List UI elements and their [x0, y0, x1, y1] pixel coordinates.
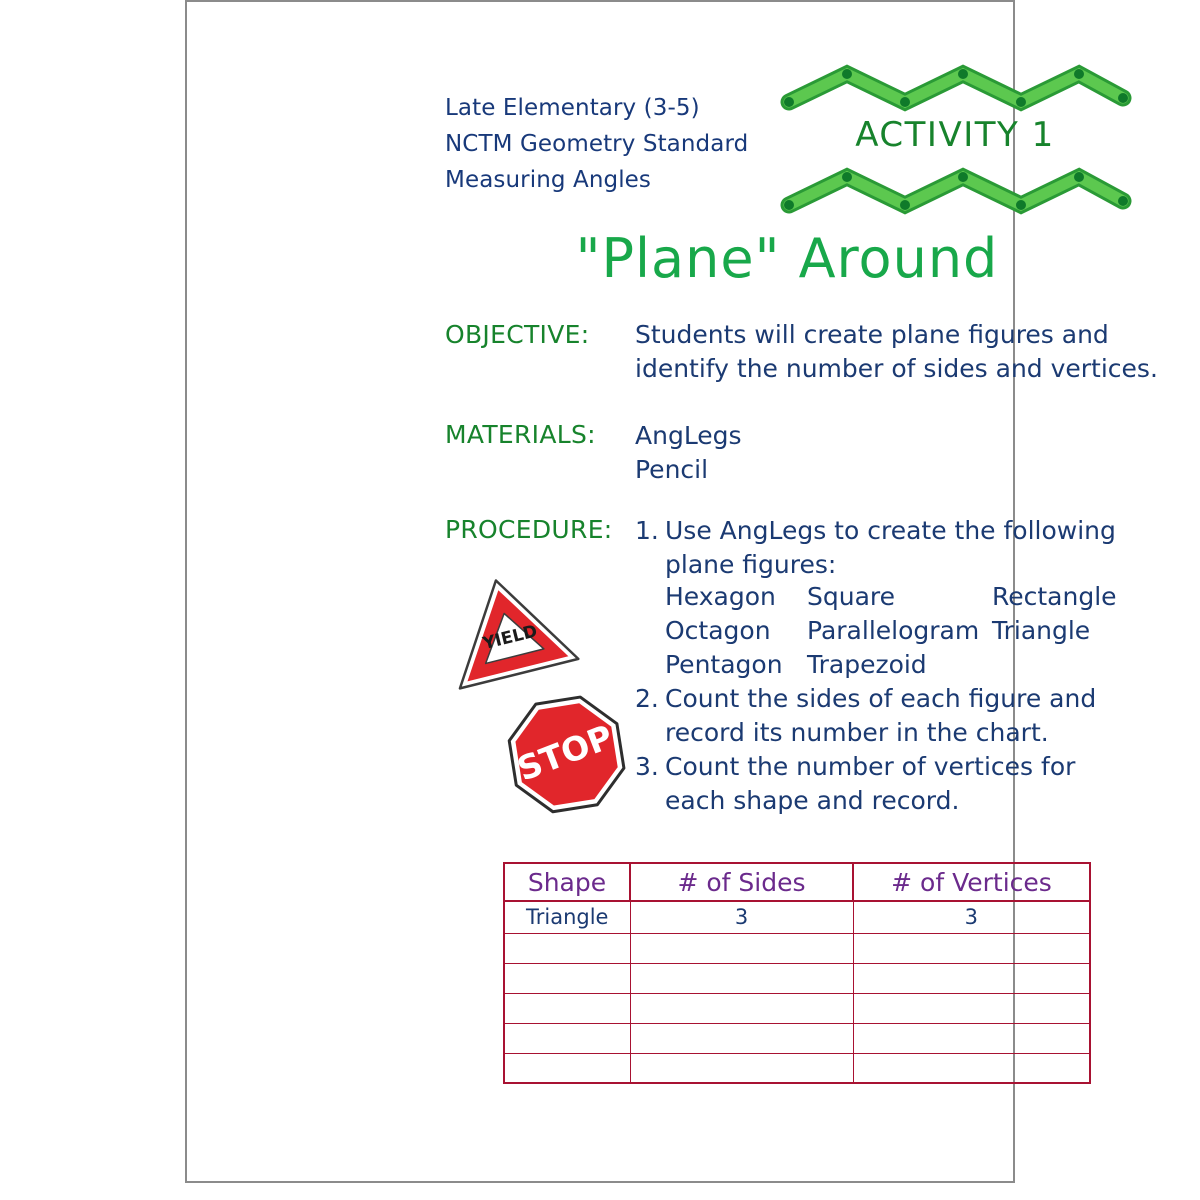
table-cell-shape[interactable] [504, 963, 630, 993]
procedure-step-1-line-1: Use AngLegs to create the following [665, 516, 1116, 545]
shape-pentagon: Pentagon [665, 650, 783, 679]
table-cell-vertices[interactable] [853, 963, 1090, 993]
procedure-step-1 [635, 514, 1135, 582]
materials-body [635, 419, 935, 487]
shape-parallelogram: Parallelogram [807, 616, 980, 645]
materials-item-pencil: Pencil [635, 455, 709, 484]
procedure-step-3-line-2: each shape and record. [665, 786, 960, 815]
table-cell-sides[interactable] [630, 1023, 853, 1053]
table-cell-sides[interactable] [630, 933, 853, 963]
header-meta-block [445, 90, 775, 198]
procedure-step-3-line-1: Count the number of vertices for [665, 752, 1076, 781]
stop-sign-text: STOP [512, 716, 619, 789]
procedure-step-1-text [635, 514, 1135, 582]
table-header-row [504, 863, 1090, 901]
table-row [504, 963, 1090, 993]
shape-row [665, 580, 1135, 614]
table-cell-shape[interactable] [504, 993, 630, 1023]
objective-line-2: identify the number of sides and vertices. [635, 354, 1158, 383]
table-cell-sides[interactable]: 3 [630, 901, 853, 933]
procedure-step-2-number: 2. [635, 684, 659, 713]
table-header-vertices: # of Vertices [853, 863, 1090, 901]
table-cell-vertices[interactable] [853, 1023, 1090, 1053]
recording-chart-table [503, 862, 1091, 1084]
table-header-sides: # of Sides [630, 863, 853, 901]
shape-row [665, 614, 1135, 648]
table-cell-sides[interactable] [630, 993, 853, 1023]
table-cell-vertices[interactable] [853, 933, 1090, 963]
procedure-step-2-line-2: record its number in the chart. [665, 718, 1049, 747]
shape-rectangle: Rectangle [992, 582, 1117, 611]
procedure-label: PROCEDURE: [445, 515, 613, 544]
table-cell-vertices[interactable] [853, 993, 1090, 1023]
table-cell-vertices[interactable]: 3 [853, 901, 1090, 933]
procedure-step-1-number: 1. [635, 516, 659, 545]
table-row [504, 901, 1090, 933]
shape-square: Square [807, 582, 896, 611]
shape-octagon: Octagon [665, 616, 771, 645]
shape-row [665, 648, 1135, 682]
table-row [504, 1023, 1090, 1053]
table-row [504, 1053, 1090, 1083]
procedure-step-2 [635, 682, 1135, 750]
table-cell-vertices[interactable] [853, 1053, 1090, 1083]
shape-hexagon: Hexagon [665, 582, 776, 611]
objective-body [635, 318, 1175, 386]
materials-item-anglegs: AngLegs [635, 421, 742, 450]
activity-number-label: ACTIVITY 1 [855, 115, 1055, 155]
procedure-step-3 [635, 750, 1135, 818]
procedure-step-1-line-2: plane figures: [665, 550, 837, 579]
procedure-step-3-number: 3. [635, 752, 659, 781]
table-cell-shape[interactable] [504, 1053, 630, 1083]
table-header-shape: Shape [504, 863, 630, 901]
page-title: "Plane" Around [575, 227, 999, 290]
table-cell-shape[interactable] [504, 1023, 630, 1053]
header-topic-line: Measuring Angles [445, 167, 652, 193]
table-cell-sides[interactable] [630, 963, 853, 993]
table-row [504, 993, 1090, 1023]
table-cell-shape[interactable]: Triangle [504, 901, 630, 933]
yield-sign-icon [433, 567, 583, 692]
procedure-steps-tail [635, 682, 1135, 818]
anglegs-zigzag-top-icon [775, 60, 1135, 112]
objective-line-1: Students will create plane figures and [635, 320, 1109, 349]
shape-trapezoid: Trapezoid [807, 650, 927, 679]
worksheet-page [185, 0, 1158, 1183]
table-cell-shape[interactable] [504, 933, 630, 963]
materials-label: MATERIALS: [445, 420, 596, 449]
shape-empty [992, 648, 1135, 682]
plane-figures-list [665, 580, 1135, 682]
anglegs-zigzag-bottom-icon [775, 163, 1135, 215]
procedure-step-2-line-1: Count the sides of each figure and [665, 684, 1097, 713]
header-grade-line: Late Elementary (3-5) [445, 95, 700, 121]
shape-triangle: Triangle [992, 616, 1091, 645]
yield-sign-text: YIELD [480, 621, 540, 655]
table-cell-sides[interactable] [630, 1053, 853, 1083]
stop-sign-icon [499, 692, 634, 817]
header-standard-line: NCTM Geometry Standard [445, 131, 749, 157]
activity-banner [775, 60, 1135, 215]
table-row [504, 933, 1090, 963]
objective-label: OBJECTIVE: [445, 320, 590, 349]
